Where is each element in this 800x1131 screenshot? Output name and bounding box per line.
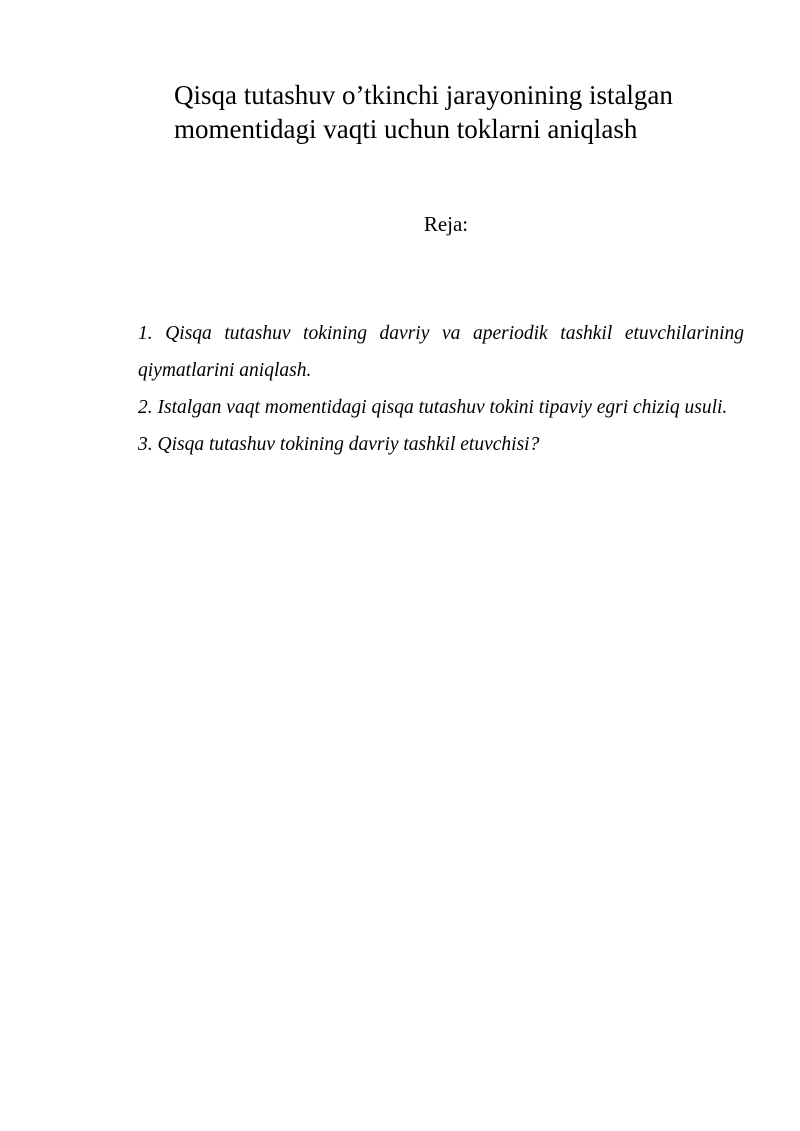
plan-item: 1. Qisqa tutashuv tokining davriy va aperiodik tashkil etuvchilarining qiymatlarini aniqlash. [138,323,744,381]
title-line: Qisqa tutashuv o’tkinchi jarayonining istalgan [174,80,673,110]
plan-heading: Reja: [423,212,469,236]
plan-list [138,315,744,463]
plan-item: 3. Qisqa tutashuv tokining davriy tashkil etuvchisi? [138,434,540,455]
title-line: momentidagi vaqti uchun toklarni aniqlash [174,114,638,144]
plan-item: 2. Istalgan vaqt momentidagi qisqa tutashuv tokini tipaviy egri chiziq usuli. [138,397,728,418]
document-title [174,78,774,146]
